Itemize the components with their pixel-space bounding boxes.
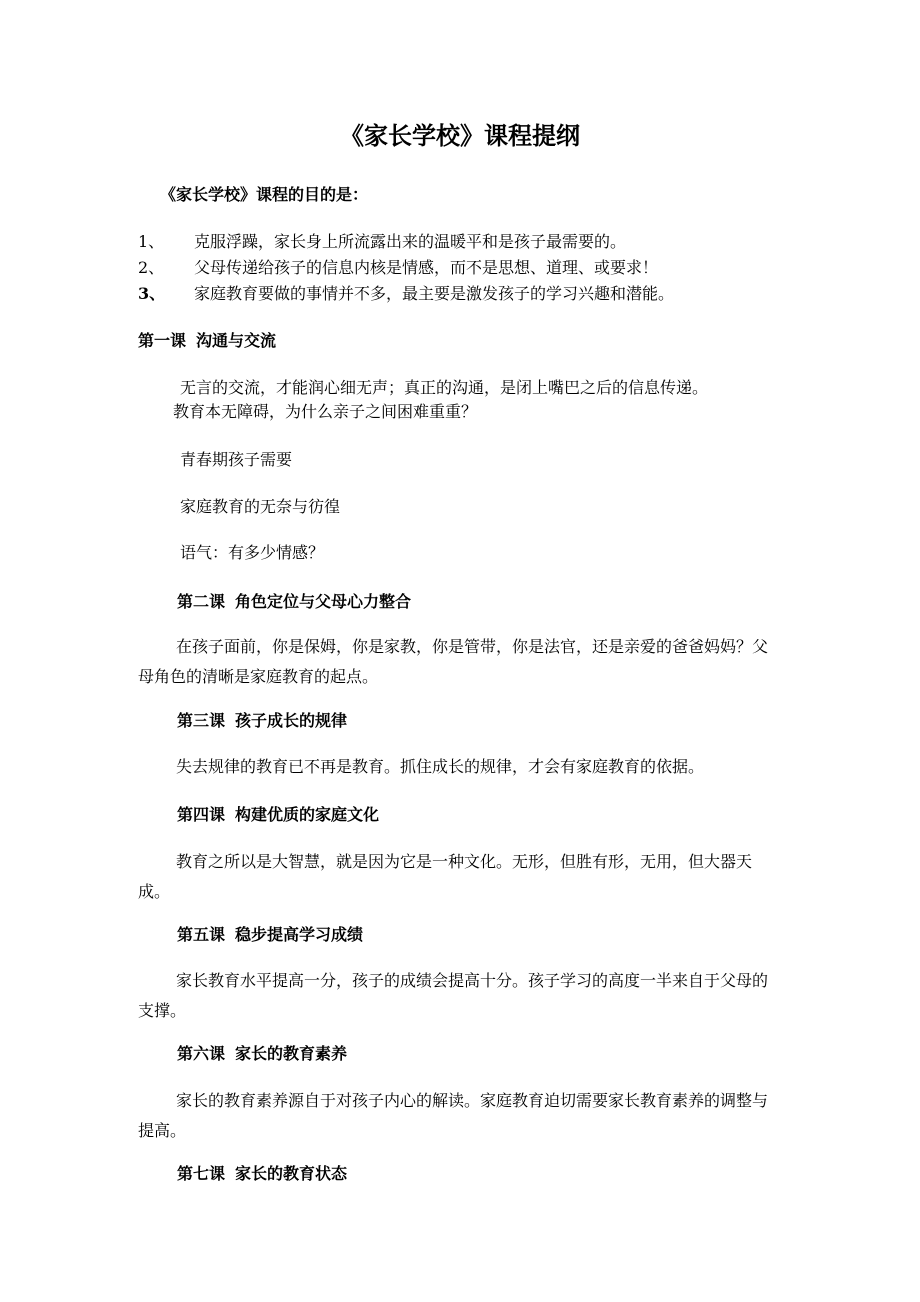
goal-number: 3、 — [138, 284, 166, 303]
lesson-1-heading — [138, 329, 276, 353]
goal-item-1 — [138, 230, 626, 254]
lesson-number: 第二课 — [177, 592, 226, 611]
lesson-title: 家长的教育状态 — [235, 1164, 348, 1183]
lesson-number: 第一课 — [138, 331, 187, 350]
lesson-2-heading — [177, 590, 411, 614]
lesson-number: 第三课 — [177, 711, 226, 730]
lesson-6-heading — [177, 1042, 347, 1066]
lesson-title: 构建优质的家庭文化 — [235, 805, 380, 824]
lesson-number: 第四课 — [177, 805, 226, 824]
lesson-5-paragraph: 家长教育水平提高一分，孩子的成绩会提高十分。孩子学习的高度一半来自于父母的支撑。 — [138, 971, 769, 1020]
goal-text: 克服浮躁，家长身上所流露出来的温暖平和是孩子最需要的。 — [194, 232, 627, 251]
lesson-title: 稳步提高学习成绩 — [235, 925, 364, 944]
lesson-3-heading — [177, 709, 347, 733]
lesson-2-paragraph: 在孩子面前，你是保姆，你是家教，你是管带，你是法官，还是亲爱的爸爸妈妈？父母角色的清晰是家庭教育的起点。 — [138, 637, 769, 686]
goal-number: 1、 — [138, 232, 165, 251]
lesson-title: 家长的教育素养 — [235, 1044, 348, 1063]
goal-number: 2、 — [138, 258, 165, 277]
lesson-1-item: 语气：有多少情感？ — [180, 543, 325, 562]
lesson-5-heading — [177, 923, 363, 947]
lesson-4-heading — [177, 803, 379, 827]
lesson-1-paragraph: 无言的交流，才能润心细无声；真正的沟通，是闭上嘴巴之后的信息传递。 — [180, 378, 709, 397]
document-title: 《家长学校》课程提纲 — [340, 122, 580, 150]
lesson-6-paragraph: 家长的教育素养源自于对孩子内心的解读。家庭教育迫切需要家长教育素养的调整与提高。 — [138, 1091, 769, 1140]
intro-heading: 《家长学校》课程的目的是： — [160, 185, 369, 204]
lesson-1-paragraph-2: 教育本无障碍，为什么亲子之间困难重重？ — [173, 402, 478, 421]
lesson-4-paragraph: 教育之所以是大智慧，就是因为它是一种文化。无形，但胜有形，无用，但大器天成。 — [138, 852, 753, 901]
lesson-title: 角色定位与父母心力整合 — [235, 592, 412, 611]
goal-item-3 — [138, 282, 674, 306]
lesson-3-paragraph: 失去规律的教育已不再是教育。抓住成长的规律，才会有家庭教育的依据。 — [176, 757, 705, 776]
lesson-title: 孩子成长的规律 — [235, 711, 348, 730]
lesson-7-heading — [177, 1162, 347, 1186]
lesson-number: 第六课 — [177, 1044, 226, 1063]
lesson-number: 第五课 — [177, 925, 226, 944]
lesson-1-item: 青春期孩子需要 — [180, 450, 293, 469]
goal-text: 家庭教育要做的事情并不多，最主要是激发孩子的学习兴趣和潜能。 — [194, 284, 675, 303]
goal-text: 父母传递给孩子的信息内核是情感，而不是思想、道理、或要求！ — [194, 258, 659, 277]
lesson-title: 沟通与交流 — [196, 331, 277, 350]
lesson-1-item: 家庭教育的无奈与彷徨 — [180, 497, 341, 516]
goal-item-2 — [138, 256, 658, 280]
lesson-number: 第七课 — [177, 1164, 226, 1183]
